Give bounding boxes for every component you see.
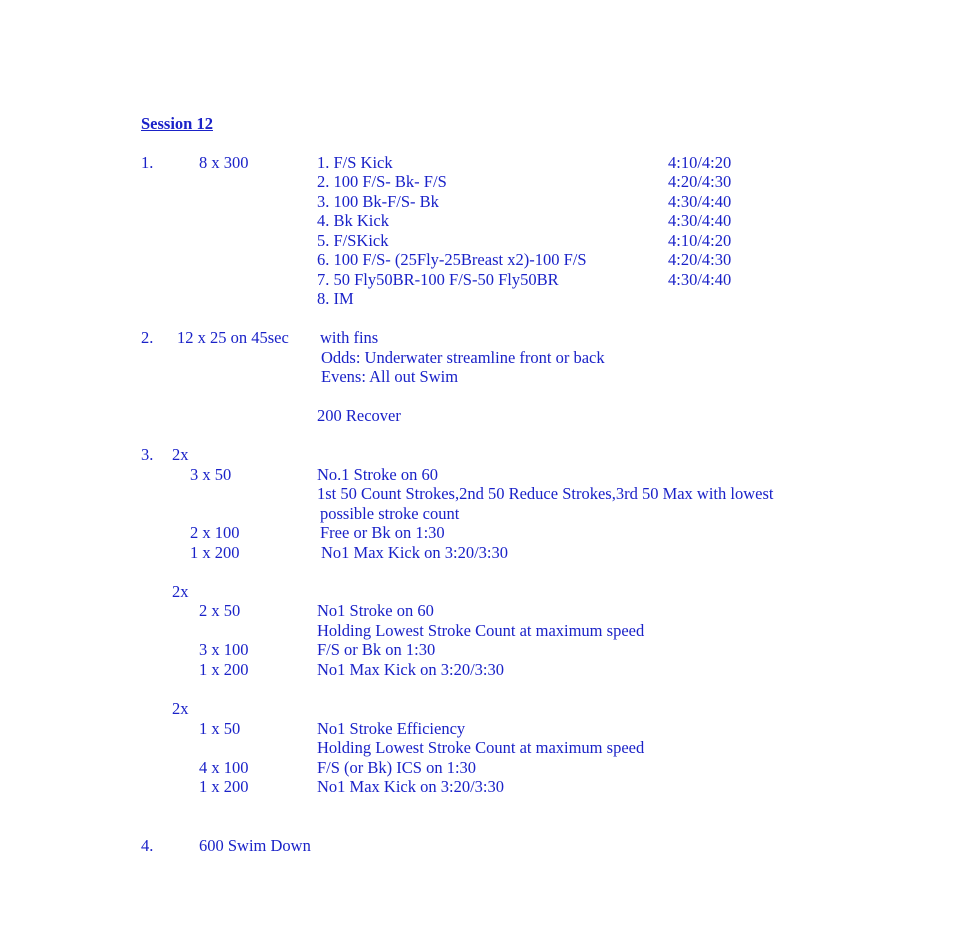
section-3-block-3-set: 1 x 50 (199, 719, 241, 738)
section-4-number: 4. (141, 836, 154, 855)
section-1-item: 7. 50 Fly50BR-100 F/S-50 Fly50BR (317, 270, 559, 289)
section-3-block-2-set: 3 x 100 (199, 640, 249, 659)
section-2-line: with fins (320, 328, 379, 347)
section-3-block-1-desc: No.1 Stroke on 60 (317, 465, 438, 484)
section-1-item: 6. 100 F/S- (25Fly-25Breast x2)-100 F/S (317, 250, 587, 269)
section-3-block-1-set: 1 x 200 (190, 543, 240, 562)
section-1-number: 1. (141, 153, 154, 172)
section-1-item-time: 4:20/4:30 (668, 250, 732, 269)
section-3-block-1-rep: 2x (172, 445, 189, 464)
section-3-block-1-desc: Free or Bk on 1:30 (320, 523, 445, 542)
section-1-item: 5. F/SKick (317, 231, 389, 250)
section-4-text: 600 Swim Down (199, 836, 311, 855)
section-3-block-3-set: 1 x 200 (199, 777, 249, 796)
section-2-set: 12 x 25 on 45sec (177, 328, 289, 347)
section-3-block-2-desc: No1 Max Kick on 3:20/3:30 (317, 660, 504, 679)
section-1-item: 3. 100 Bk-F/S- Bk (317, 192, 439, 211)
section-2-recover: 200 Recover (317, 406, 401, 425)
section-3-block-1-set: 2 x 100 (190, 523, 240, 542)
section-1-item: 2. 100 F/S- Bk- F/S (317, 172, 447, 191)
section-3-block-2-set: 2 x 50 (199, 601, 241, 620)
section-3-block-3-set: 4 x 100 (199, 758, 249, 777)
section-1-item: 8. IM (317, 289, 354, 308)
section-1-item: 4. Bk Kick (317, 211, 389, 230)
section-3-block-3-desc: No1 Max Kick on 3:20/3:30 (317, 777, 504, 796)
section-3-block-3-desc: F/S (or Bk) ICS on 1:30 (317, 758, 477, 777)
session-title: Session 12 (141, 114, 213, 133)
section-1-item-time: 4:30/4:40 (668, 192, 732, 211)
section-2-line: Odds: Underwater streamline front or back (321, 348, 605, 367)
section-2-number: 2. (141, 328, 154, 347)
section-3-block-2-rep: 2x (172, 582, 189, 601)
section-3-block-2-desc: No1 Stroke on 60 (317, 601, 434, 620)
section-3-block-3-desc: Holding Lowest Stroke Count at maximum speed (317, 738, 645, 757)
section-1-item: 1. F/S Kick (317, 153, 393, 172)
section-3-block-3-desc: No1 Stroke Efficiency (317, 719, 466, 738)
section-3-block-1-set: 3 x 50 (190, 465, 232, 484)
section-3-number: 3. (141, 445, 154, 464)
section-1-set: 8 x 300 (199, 153, 249, 172)
section-1-item-time: 4:20/4:30 (668, 172, 732, 191)
section-3-block-2-set: 1 x 200 (199, 660, 249, 679)
section-3-block-1-desc: No1 Max Kick on 3:20/3:30 (321, 543, 508, 562)
section-3-block-2-desc: Holding Lowest Stroke Count at maximum speed (317, 621, 645, 640)
section-1-item-time: 4:30/4:40 (668, 270, 732, 289)
section-2-line: Evens: All out Swim (321, 367, 459, 386)
section-3-block-3-rep: 2x (172, 699, 189, 718)
section-1-item-time: 4:10/4:20 (668, 231, 732, 250)
section-3-block-1-desc: 1st 50 Count Strokes,2nd 50 Reduce Strokes,3rd 50 Max with lowest (317, 484, 774, 503)
section-1-item-time: 4:30/4:40 (668, 211, 732, 230)
section-3-block-1-desc: possible stroke count (320, 504, 460, 523)
section-1-item-time: 4:10/4:20 (668, 153, 732, 172)
section-3-block-2-desc: F/S or Bk on 1:30 (317, 640, 436, 659)
